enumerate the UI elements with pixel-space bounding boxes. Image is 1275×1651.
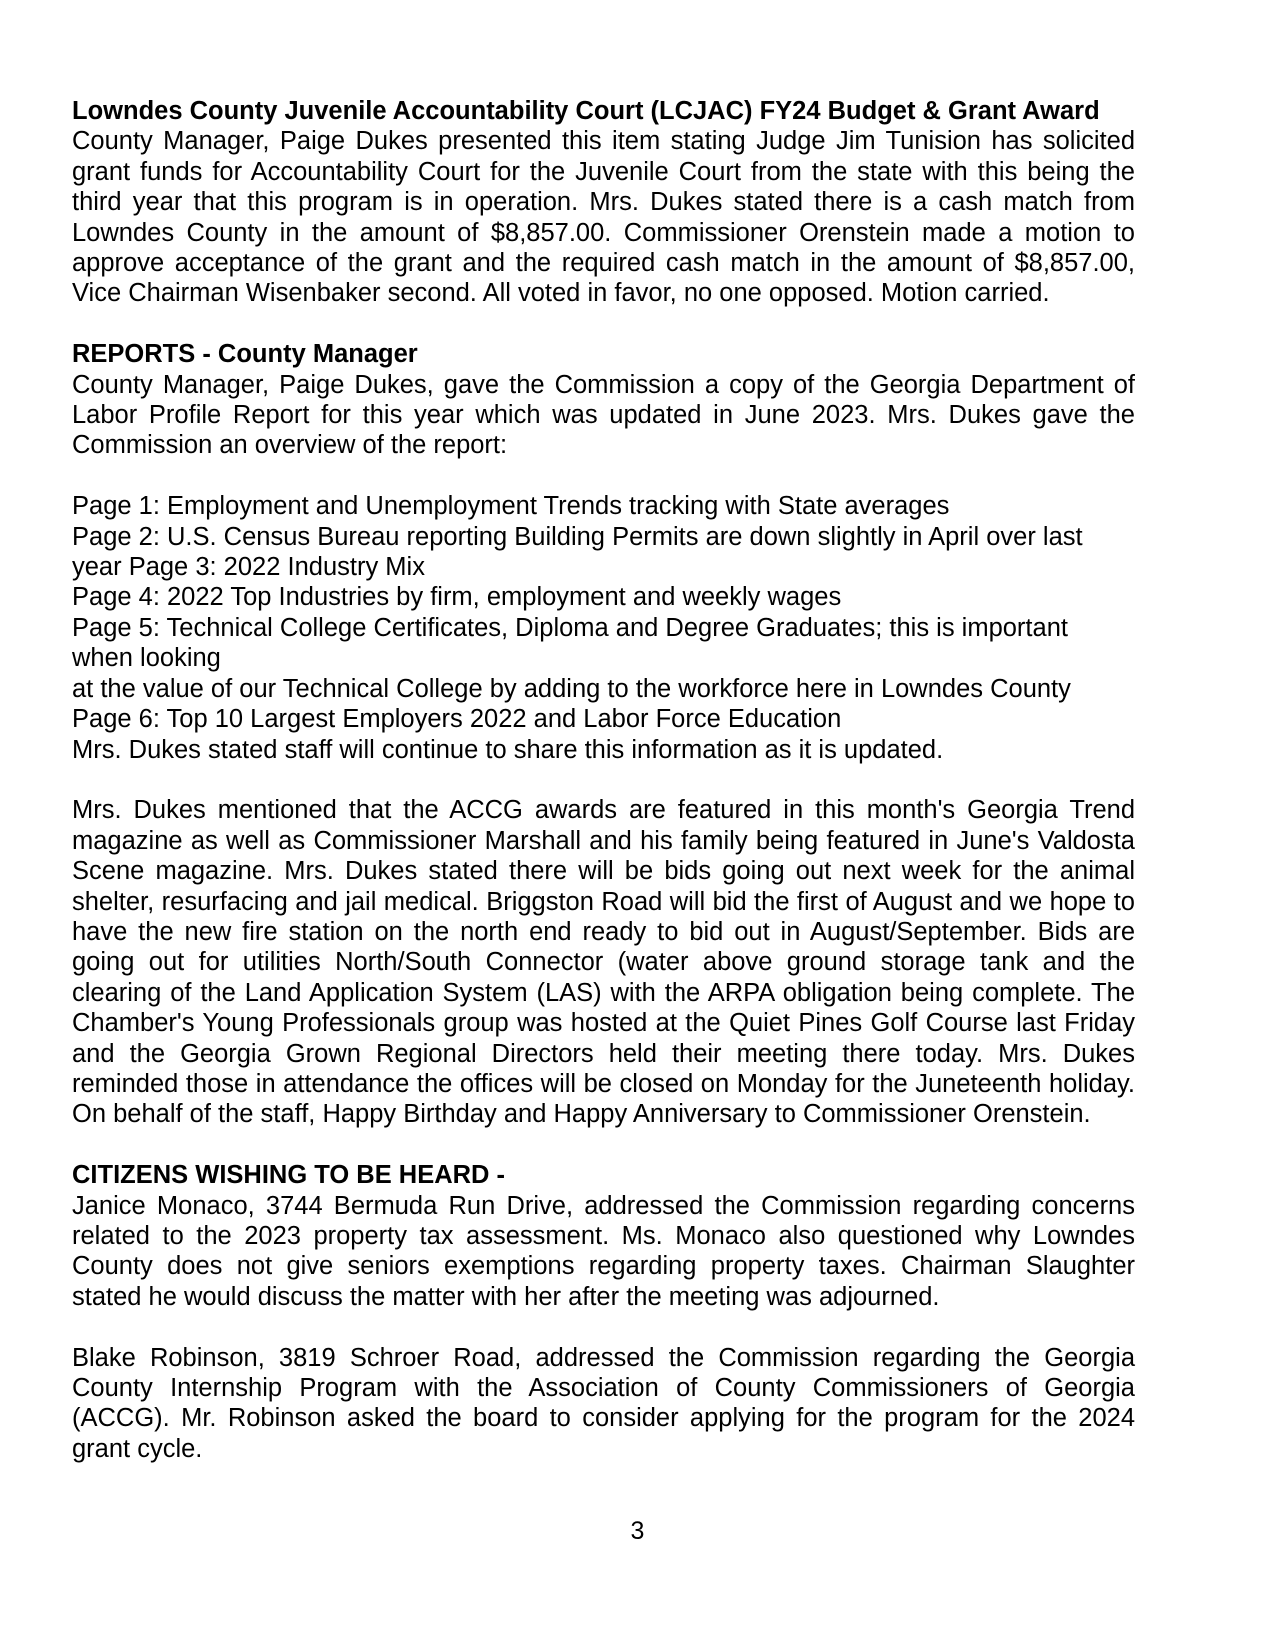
report-page-list (72, 491, 1135, 765)
section-lcjac (72, 96, 1135, 309)
paragraph-spacer (72, 461, 1135, 491)
section-reports (72, 339, 1135, 1130)
paragraph-spacer (72, 765, 1135, 795)
lcjac-body-paragraph: County Manager, Paige Dukes presented this item stating Judge Jim Tunision has solicited grant funds for Accountability Court for the Juvenile Court from the state with this being the third year that this program is in operation. Mrs. Dukes stated there is a cash match from Lowndes County in the amount of $8,857.00. Commissioner Orenstein made a motion to approve acceptance of the grant and the required cash match in the amount of $8,857.00, Vice Chairman Wisenbaker second. All voted in favor, no one opposed. Motion carried. (72, 127, 1135, 308)
reports-heading: REPORTS - County Manager (72, 340, 418, 369)
lcjac-heading: Lowndes County Juvenile Accountability Court (LCJAC) FY24 Budget & Grant Award (72, 97, 1100, 125)
page-content (72, 96, 1135, 1464)
citizen-speaker-1-paragraph: Janice Monaco, 3744 Bermuda Run Drive, addressed the Commission regarding concerns related to the 2023 property tax assessment. Ms. Monaco also questioned why Lowndes County does not give seniors exemptions regarding property taxes. Chairman Slaughter stated he would discuss the matter with her after the meeting was adjourned. (72, 1191, 1135, 1311)
citizens-heading: CITIZENS WISHING TO BE HEARD - (72, 1161, 506, 1190)
section-citizens (72, 1160, 1135, 1464)
list-item: Page 4: 2022 Top Industries by firm, employment and weekly wages (72, 583, 842, 612)
page-number: 3 (630, 1517, 645, 1545)
list-item: at the value of our Technical College by adding to the workforce here in Lowndes County (72, 674, 1071, 703)
citizen-speaker-2-paragraph: Blake Robinson, 3819 Schroer Road, addressed the Commission regarding the Georgia County Internship Program with the Association of County Commissioners of Georgia (ACCG). Mr. Robinson asked the board to consider applying for the program for the 2024 grant cycle. (72, 1343, 1135, 1463)
paragraph-spacer (72, 1130, 1135, 1160)
list-item: Page 5: Technical College Certificates, Diploma and Degree Graduates; this is important when looking (72, 613, 1076, 673)
list-item: Page 2: U.S. Census Bureau reporting Building Permits are down slightly in April over last (72, 522, 1083, 551)
list-item: Page 1: Employment and Unemployment Trends tracking with State averages (72, 492, 950, 521)
paragraph-spacer (72, 309, 1135, 339)
list-item: Mrs. Dukes stated staff will continue to share this information as it is updated. (72, 735, 944, 764)
paragraph-spacer (72, 1312, 1135, 1342)
list-item: year Page 3: 2022 Industry Mix (72, 553, 425, 582)
list-item: Page 6: Top 10 Largest Employers 2022 and Labor Force Education (72, 705, 842, 734)
reports-intro-paragraph: County Manager, Paige Dukes, gave the Commission a copy of the Georgia Department of Labor Profile Report for this year which was updated in June 2023. Mrs. Dukes gave the Commission an overview of the report: (72, 370, 1135, 460)
reports-accg-paragraph: Mrs. Dukes mentioned that the ACCG awards are featured in this month's Georgia Trend magazine as well as Commissioner Marshall and his family being featured in June's Valdosta Scene magazine. Mrs. Dukes stated there will be bids going out next week for the animal shelter, resurfacing and jail medical. Briggston Road will bid the first of August and we hope to have the new fire station on the north end ready to bid out in August/September. Bids are going out for utilities North/South Connector (water above ground storage tank and the clearing of the Land Application System (LAS) with the ARPA obligation being complete. The Chamber's Young Professionals group was hosted at the Quiet Pines Golf Course last Friday and the Georgia Grown Regional Directors held their meeting there today. Mrs. Dukes reminded those in attendance the offices will be closed on Monday for the Juneteenth holiday. On behalf of the staff, Happy Birthday and Happy Anniversary to Commissioner Orenstein. (72, 796, 1135, 1129)
